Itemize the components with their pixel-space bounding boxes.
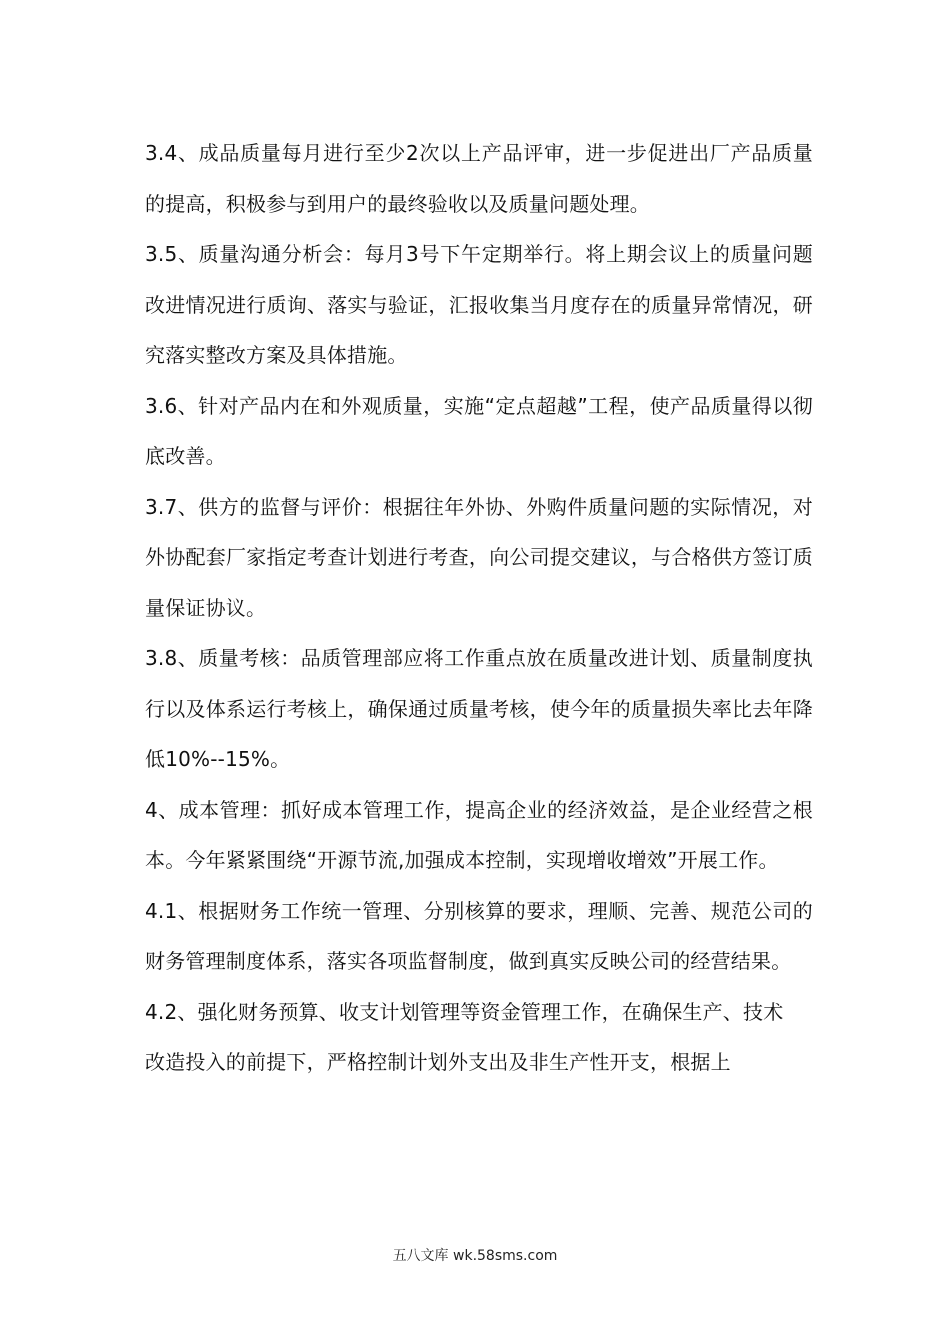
- document-body: [145, 128, 813, 1088]
- paragraph-4-2-continued: 改造投入的前提下，严格控制计划外支出及非生产性开支，根据上: [145, 1050, 731, 1074]
- paragraph-3-5: 3.5、质量沟通分析会：每月3号下午定期举行。将上期会议上的质量问题改进情况进行质询、落实与验证，汇报收集当月度存在的质量异常情况，研究落实整改方案及具体措施。: [145, 242, 813, 367]
- paragraph-4: 4、成本管理：抓好成本管理工作，提高企业的经济效益，是企业经营之根本。今年紧紧围绕“开源节流,加强成本控制，实现增收增效”开展工作。: [145, 797, 813, 872]
- paragraph-4-2: 4.2、强化财务预算、收支计划管理等资金管理工作，在确保生产、技术: [145, 999, 784, 1024]
- paragraph-3-8: 3.8、质量考核：品质管理部应将工作重点放在质量改进计划、质量制度执行以及体系运行考核上，确保通过质量考核，使今年的质量损失率比去年降低10%--15%。: [145, 646, 813, 771]
- paragraph-4-1: 4.1、根据财务工作统一管理、分别核算的要求，理顺、完善、规范公司的财务管理制度体系，落实各项监督制度，做到真实反映公司的经营结果。: [145, 898, 813, 973]
- paragraph-3-6: 3.6、针对产品内在和外观质量，实施“定点超越”工程，使产品质量得以彻底改善。: [145, 393, 813, 468]
- paragraph-3-7: 3.7、供方的监督与评价：根据往年外协、外购件质量问题的实际情况，对外协配套厂家指定考查计划进行考查，向公司提交建议，与合格供方签订质量保证协议。: [145, 494, 813, 620]
- paragraph-3-4: 3.4、成品质量每月进行至少2次以上产品评审，进一步促进出厂产品质量的提高，积极参与到用户的最终验收以及质量问题处理。: [145, 141, 813, 216]
- footer-watermark: 五八文库 wk.58sms.com: [392, 1248, 558, 1264]
